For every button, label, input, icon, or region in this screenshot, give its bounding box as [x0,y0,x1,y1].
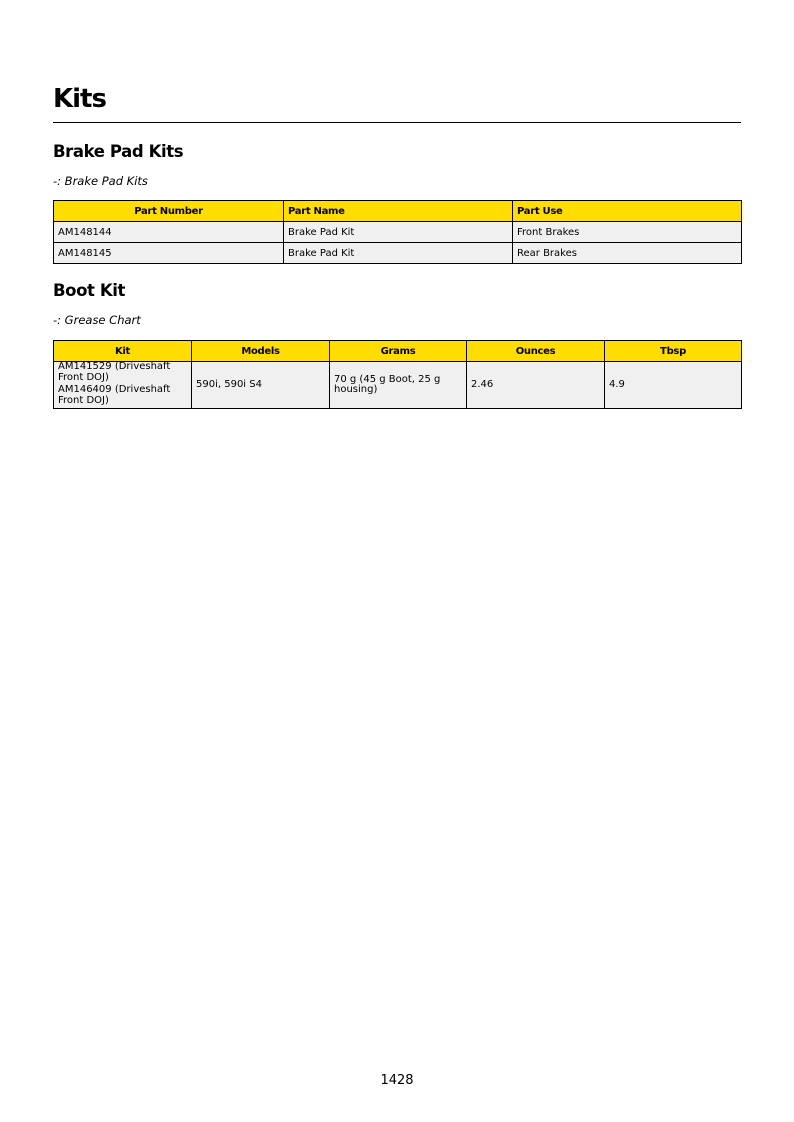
grease-chart-caption: -: Grease Chart [53,313,141,327]
page-number: 1428 [380,1073,414,1088]
column-header-part-name: Part Name [284,201,513,222]
brake-pad-kits-caption: -: Brake Pad Kits [53,174,148,188]
ounces-cell: 2.46 [467,362,605,409]
column-header-part-number: Part Number [54,201,284,222]
part-name-cell: Brake Pad Kit [284,243,513,264]
page-title: Kits [53,84,106,114]
column-header-models: Models [192,341,330,362]
boot-kit-heading: Boot Kit [53,281,126,300]
part-number-cell: AM148145 [54,243,284,264]
tbsp-cell: 4.9 [605,362,742,409]
column-header-kit: Kit [54,341,192,362]
models-cell: 590i, 590i S4 [192,362,330,409]
table-row [54,243,742,264]
kit-cell [54,362,192,409]
column-header-ounces: Ounces [467,341,605,362]
part-use-cell: Rear Brakes [513,243,742,264]
kit-part-number: AM146409 (Driveshaft Front DOJ) [58,384,171,406]
grams-cell: 70 g (45 g Boot, 25 g housing) [330,362,467,409]
part-use-cell: Front Brakes [513,222,742,243]
table-header-row [54,341,742,362]
part-name-cell: Brake Pad Kit [284,222,513,243]
brake-pad-kits-table [53,200,742,264]
column-header-grams: Grams [330,341,467,362]
column-header-tbsp: Tbsp [605,341,742,362]
brake-pad-kits-heading: Brake Pad Kits [53,142,184,161]
grease-chart-table [53,340,742,409]
part-number-cell: AM148144 [54,222,284,243]
table-row [54,222,742,243]
kit-part-number: AM141529 (Driveshaft Front DOJ) [58,361,171,383]
table-row [54,362,742,409]
title-divider [53,122,741,123]
table-header-row [54,201,742,222]
column-header-part-use: Part Use [513,201,742,222]
